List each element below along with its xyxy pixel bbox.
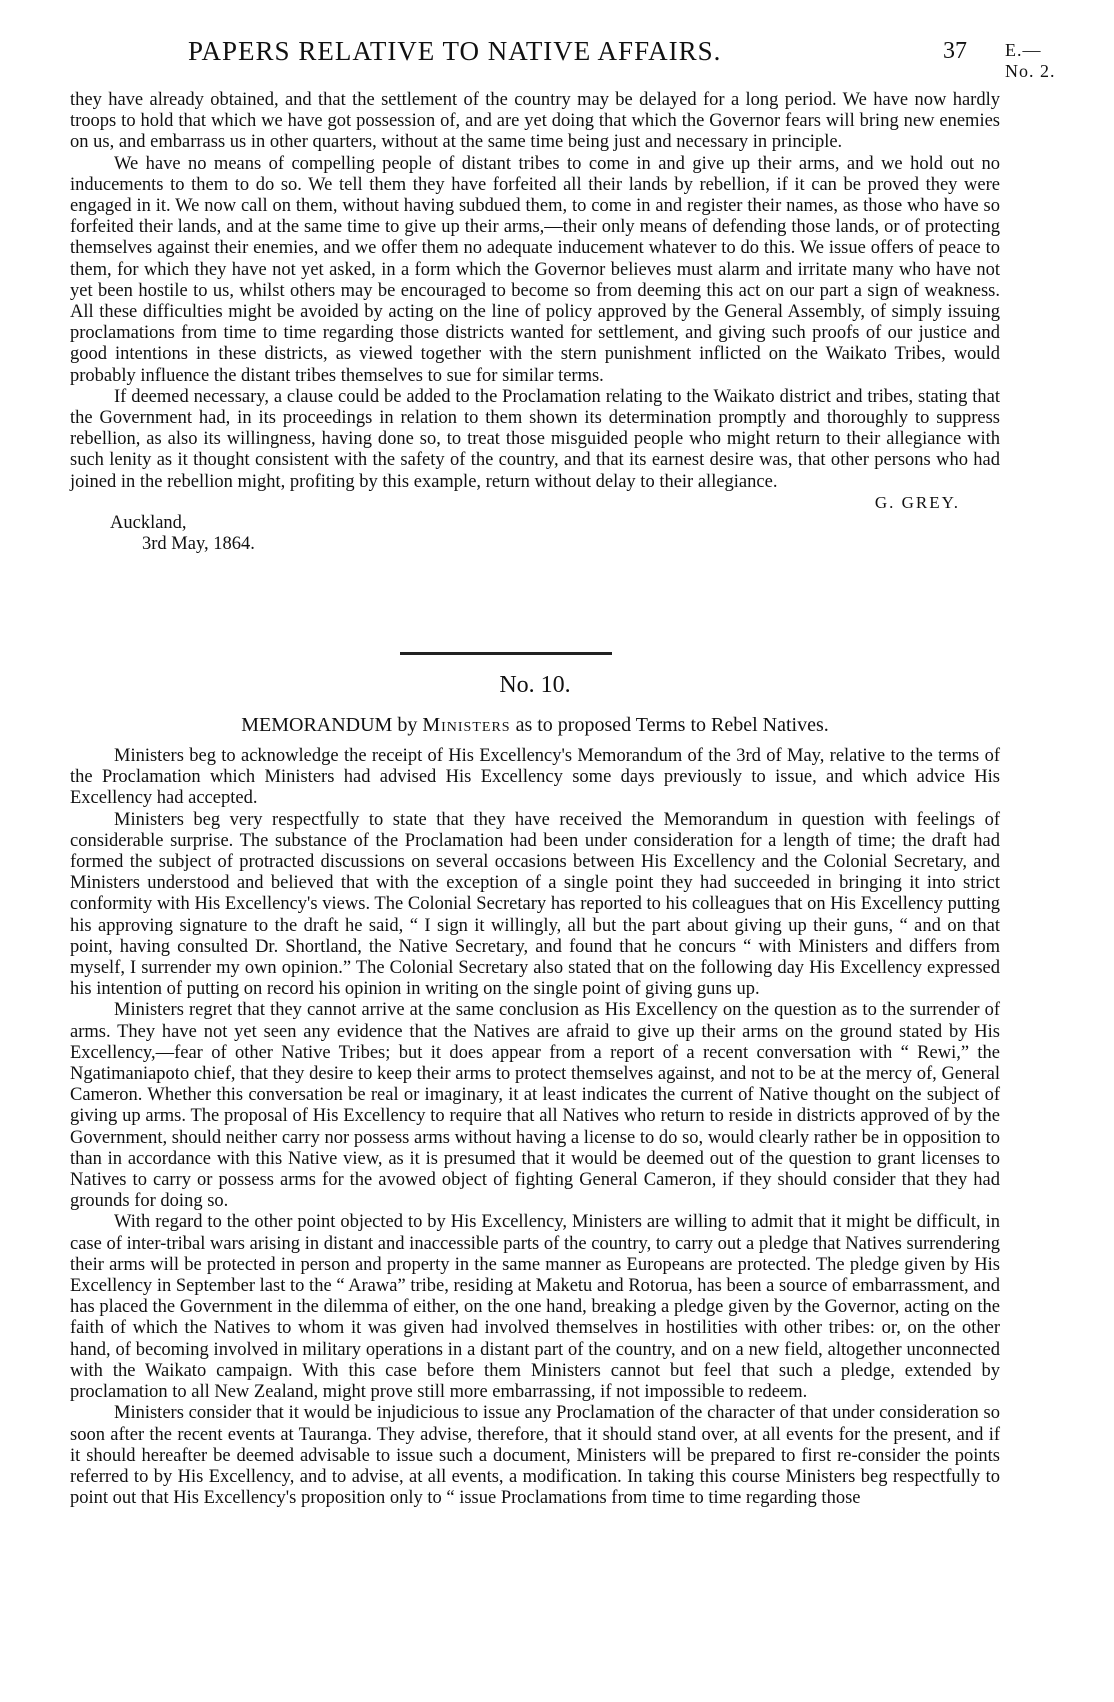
signature: G. GREY. bbox=[874, 492, 960, 512]
section-divider bbox=[400, 652, 612, 655]
paragraph: Ministers regret that they cannot arrive at the same conclusion as His Excellency on the question as to the surrender of arms. They have not yet seen any evidence that the Natives are afraid to give up their arms on the ground stated by His Excellency,—fear of other Native Tribes; but it does appear from a report of a recent conversation with “ Rewi,” the Ngatimaniapoto chief, that they desire to keep their arms to protect themselves against, and not to be at the mercy of, General Cameron. Whether this conversation be real or imaginary, it at least indicates the current of Native thought on the subject of giving up arms. The proposal of His Excellency to require that all Natives who return to reside in districts approved of by the Government, should neither carry nor possess arms without having a license to do so, would clearly rather be in opposition to than in accordance with this Native view, as it is presumed that it would be deemed out of the question to grant licenses to Natives to carry or possess arms for the avowed object of fighting General Cameron, if they should consider that they had grounds for doing so. bbox=[70, 1000, 1000, 1212]
governor-memorandum-body bbox=[70, 90, 1000, 555]
paragraph: We have no means of compelling people of distant tribes to come in and give up their arms, and we hold out no inducements to them to do so. We tell them they have forfeited all their lands by rebellion, if it can be proved they were engaged in it. We now call on them, without having subdued them, to come in and register their names, as those who have so forfeited their lands, and at the same time to give up their arms,—their only means of defending those lands, or of protecting themselves against their enemies, and we offer them no adequate inducement whatever to do this. We issue offers of peace to them, for which they have not yet asked, in a form which the Governor believes must alarm and irritate many who have not yet been hostile to us, whilst others may be encouraged to become so from deeming this act on our part a sign of weakness. All these difficulties might be avoided by acting on the line of policy approved by the General Assembly, of simply issuing proclamations from time to time regarding those districts wanted for settlement, and giving such proofs of our justice and good intentions in these districts, as viewed together with the stern punishment inflicted on the Waikato Tribes, would probably influence the distant tribes themselves to sue for similar terms. bbox=[70, 153, 1000, 386]
paragraph: Ministers beg to acknowledge the receipt of His Excellency's Memorandum of the 3rd of May, relative to the terms of the Proclamation which Ministers had advised His Excellency some days previously to issue, and which advice His Excellency had accepted. bbox=[70, 746, 1000, 809]
paragraph: If deemed necessary, a clause could be added to the Proclamation relating to the Waikato district and tribes, stating that the Government had, in its proceedings in relation to them shown its determination promptly and thoroughly to suppress rebellion, as also its willingness, having done so, to treat those misguided people who might return to their allegiance with such lenity as it thought consistent with the safety of the country, and that its earnest desire was, that other persons who had joined in the rebellion might, profiting by this example, return without delay to their allegiance. bbox=[70, 386, 1000, 492]
paragraph: Ministers consider that it would be injudicious to issue any Proclamation of the character of that under consideration so soon after the recent events at Tauranga. They advise, therefore, that it should stand over, at all events for the present, and if it should hereafter be deemed advisable to issue such a document, Ministers will be prepared to first re-consider the points referred to by His Excellency, and to advise, at all events, a modification. In taking this course Ministers beg respectfully to point out that His Excellency's proposition only to “ issue Proclamations from time to time regarding those bbox=[70, 1403, 1000, 1509]
ministers-memorandum-body bbox=[70, 746, 1000, 1509]
page-header bbox=[70, 0, 1070, 81]
date: 3rd May, 1864. bbox=[142, 534, 255, 555]
title-smallcaps: Ministers bbox=[422, 714, 511, 736]
document-number: No. 10. bbox=[499, 672, 571, 698]
place: Auckland, bbox=[110, 512, 187, 533]
page-number: 37 bbox=[943, 38, 967, 64]
paragraph: they have already obtained, and that the settlement of the country may be delayed for a long period. We have now hardly troops to hold that which we have got possession of, and are yet doing that which the Governor fears will bring new enemies on us, and embarrass us in other quarters, without at the same time being just and necessary in principle. bbox=[70, 90, 1000, 153]
document-page bbox=[70, 0, 1070, 1509]
paragraph: With regard to the other point objected to by His Excellency, Ministers are willing to admit that it might be difficult, in case of inter-tribal wars arising in distant and inaccessible parts of the country, to carry out a pledge that Natives surrendering their arms will be protected in person and property in the same manner as Europeans are protected. The pledge given by His Excellency in September last to the “ Arawa” tribe, residing at Maketu and Rotorua, has been a source of embarrassment, and has placed the Government in the dilemma of either, on the one hand, breaking a pledge given by the Governor, acting on the faith of which the Natives to whom it was given had involved themselves in hostilities with other tribes: or, on the other hand, of becoming involved in military operations in a distant part of the country, and on a new field, altogether unconnected with the Waikato campaign. With this case before them Ministers cannot but feel that such a pledge, extended by proclamation to all New Zealand, might prove still more embarrassing, if not impossible to redeem. bbox=[70, 1212, 1000, 1403]
document-title bbox=[70, 714, 1000, 737]
paragraph: Ministers beg very respectfully to state that they have received the Memorandum in question with feelings of considerable surprise. The substance of the Proclamation had been under consideration for a length of time; the draft had formed the subject of protracted discussions on several occasions between His Excellency and the Colonial Secretary, and Ministers understood and believed that with the exception of a single point they had succeeded in bringing it into strict conformity with His Excellency's views. The Colonial Secretary has reported to his colleagues that on His Excellency putting his approving signature to the draft he said, “ I sign it willingly, all but the part about giving up their guns, “ and on that point, having consulted Dr. Shortland, the Native Secretary, and found that he concurs “ with Ministers and differs from myself, I surrender my own opinion.” The Colonial Secretary also stated that on the following day His Excellency expressed his intention of putting on record his opinion in writing on the single point of giving guns up. bbox=[70, 809, 1000, 1000]
paper-reference: E.—No. 2. bbox=[1005, 40, 1056, 81]
running-title: PAPERS RELATIVE TO NATIVE AFFAIRS. bbox=[188, 36, 722, 66]
place-date-block bbox=[110, 513, 1000, 555]
title-suffix: as to proposed Terms to Rebel Natives. bbox=[515, 714, 829, 736]
title-prefix: MEMORANDUM by bbox=[241, 714, 418, 736]
